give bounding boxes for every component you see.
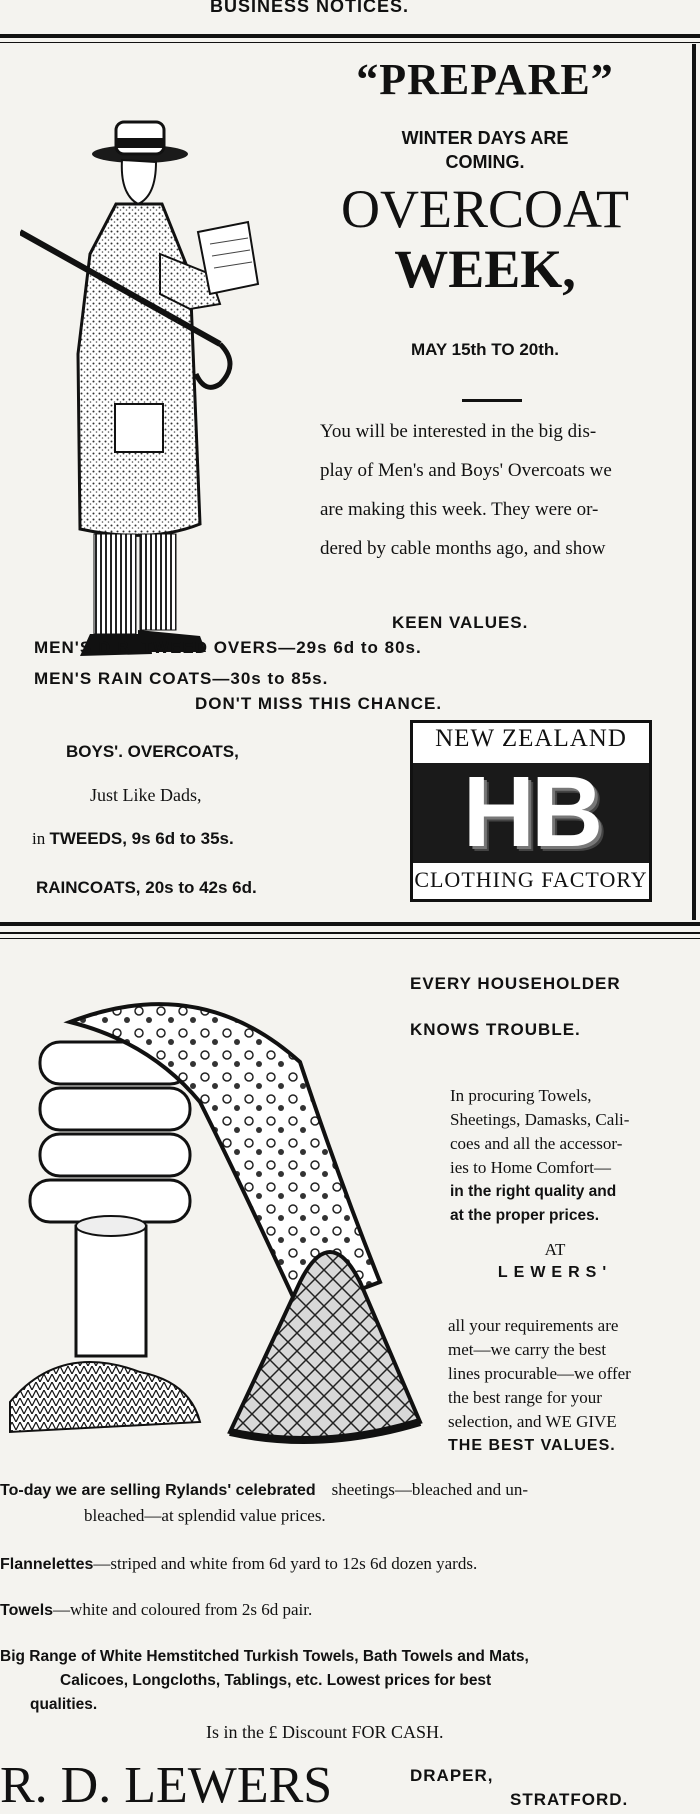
- body-paragraph: [320, 412, 670, 568]
- p1-line: In procuring Towels,: [450, 1086, 592, 1105]
- linens-and-quilt-illustration: [0, 982, 450, 1452]
- tweeds-price: TWEEDS, 9s 6d to 35s.: [49, 829, 234, 848]
- mens-db-tweed: MEN'S D.B. TWEED OVERS—29s 6d to 80s.: [34, 638, 422, 657]
- paragraph-procuring: [450, 1084, 690, 1228]
- dates-label: MAY 15th TO 20th.: [410, 340, 559, 359]
- at-label: AT: [544, 1240, 566, 1259]
- every-householder: EVERY HOUSEHOLDER: [410, 974, 621, 993]
- p1-line: coes and all the accessor-: [450, 1134, 623, 1153]
- header-rule-thin: [0, 42, 700, 43]
- best-values: THE BEST VALUES.: [448, 1437, 616, 1454]
- ad-separator: [0, 922, 700, 926]
- ad-right-border: [692, 44, 696, 920]
- tweeds-prefix: in: [32, 829, 46, 848]
- flannelettes-line: [0, 1554, 477, 1574]
- footer-draper: DRAPER,: [410, 1766, 494, 1785]
- footer-firm-name: R. D. LEWERS: [0, 1757, 333, 1814]
- logo-clothing-factory: CLOTHING FACTORY: [414, 867, 648, 892]
- paragraph-requirements: [448, 1314, 690, 1458]
- p1-bold-line: at the proper prices.: [450, 1207, 600, 1224]
- discount-line: Is in the £ Discount FOR CASH.: [206, 1722, 444, 1742]
- ad-separator-thin-2: [0, 938, 700, 939]
- today-rest: sheetings—bleached and un-: [331, 1480, 529, 1499]
- raincoats-price: RAINCOATS, 20s to 42s 6d.: [36, 878, 257, 897]
- today-bold: To-day we are selling Rylands' celebrated: [0, 1482, 316, 1499]
- just-like-dads: Just Like Dads,: [90, 785, 202, 805]
- tweeds-line: [32, 829, 234, 849]
- dont-miss-chance: DON'T MISS THIS CHANCE.: [195, 694, 443, 713]
- section-header: BUSINESS NOTICES.: [210, 0, 410, 16]
- p2-line: met—we carry the best: [448, 1340, 607, 1359]
- subhead-winter-days: WINTER DAYS ARE COMING.: [401, 128, 569, 172]
- body-line: dered by cable months ago, and show: [320, 538, 606, 559]
- hb-logo: [410, 720, 652, 902]
- ad-lewers: [0, 940, 700, 1814]
- big-range-line-1: Big Range of White Hemstitched Turkish Towels, Bath Towels and Mats,: [0, 1648, 529, 1665]
- headline-prepare: “PREPARE”: [356, 55, 614, 104]
- p1-bold-line: in the right quality and: [450, 1183, 617, 1200]
- towels-bold: Towels: [0, 1602, 54, 1619]
- flannelettes-bold: Flannelettes: [0, 1556, 94, 1573]
- ad-separator-thin: [0, 932, 700, 934]
- header-rule: [0, 34, 700, 38]
- body-line: are making this week. They were or-: [320, 499, 599, 520]
- boys-overcoats: BOYS'. OVERCOATS,: [66, 742, 239, 761]
- p2-line: lines procurable—we offer: [448, 1364, 631, 1383]
- p2-line: the best range for your: [448, 1388, 602, 1407]
- keen-values: KEEN VALUES.: [392, 613, 529, 632]
- logo-new-zealand: NEW ZEALAND: [435, 725, 627, 752]
- divider-short: [462, 399, 522, 402]
- footer-town: STRATFORD.: [510, 1790, 629, 1809]
- p1-line: ies to Home Comfort—: [450, 1158, 612, 1177]
- knows-trouble: KNOWS TROUBLE.: [410, 1020, 581, 1039]
- p2-line: all your requirements are: [448, 1316, 619, 1335]
- today-line-2: bleached—at splendid value prices.: [84, 1506, 326, 1525]
- today-line: [0, 1480, 700, 1500]
- body-line: You will be interested in the big dis-: [320, 421, 597, 442]
- big-range-line-3: qualities.: [30, 1696, 98, 1713]
- p1-line: Sheetings, Damasks, Cali-: [450, 1110, 630, 1129]
- title-week: WEEK,: [394, 239, 576, 299]
- title-overcoat: OVERCOAT: [340, 179, 629, 239]
- p2-line: selection, and WE GIVE: [448, 1412, 617, 1431]
- towels-rest: —white and coloured from 2s 6d pair.: [53, 1600, 313, 1619]
- lewers-label: LEWERS': [497, 1264, 613, 1281]
- mens-rain-coats: MEN'S RAIN COATS—30s to 85s.: [34, 669, 329, 688]
- body-line: play of Men's and Boys' Overcoats we: [320, 460, 612, 481]
- flannelettes-rest: —striped and white from 6d yard to 12s 6d dozen yards.: [93, 1554, 478, 1573]
- logo-hb-letters: HB: [462, 756, 600, 868]
- towels-line: [0, 1600, 312, 1620]
- ad-overcoat-week: [0, 44, 700, 920]
- man-with-overcoat-illustration: [20, 104, 260, 684]
- big-range-line-2: Calicoes, Longcloths, Tablings, etc. Lowest prices for best: [60, 1672, 492, 1689]
